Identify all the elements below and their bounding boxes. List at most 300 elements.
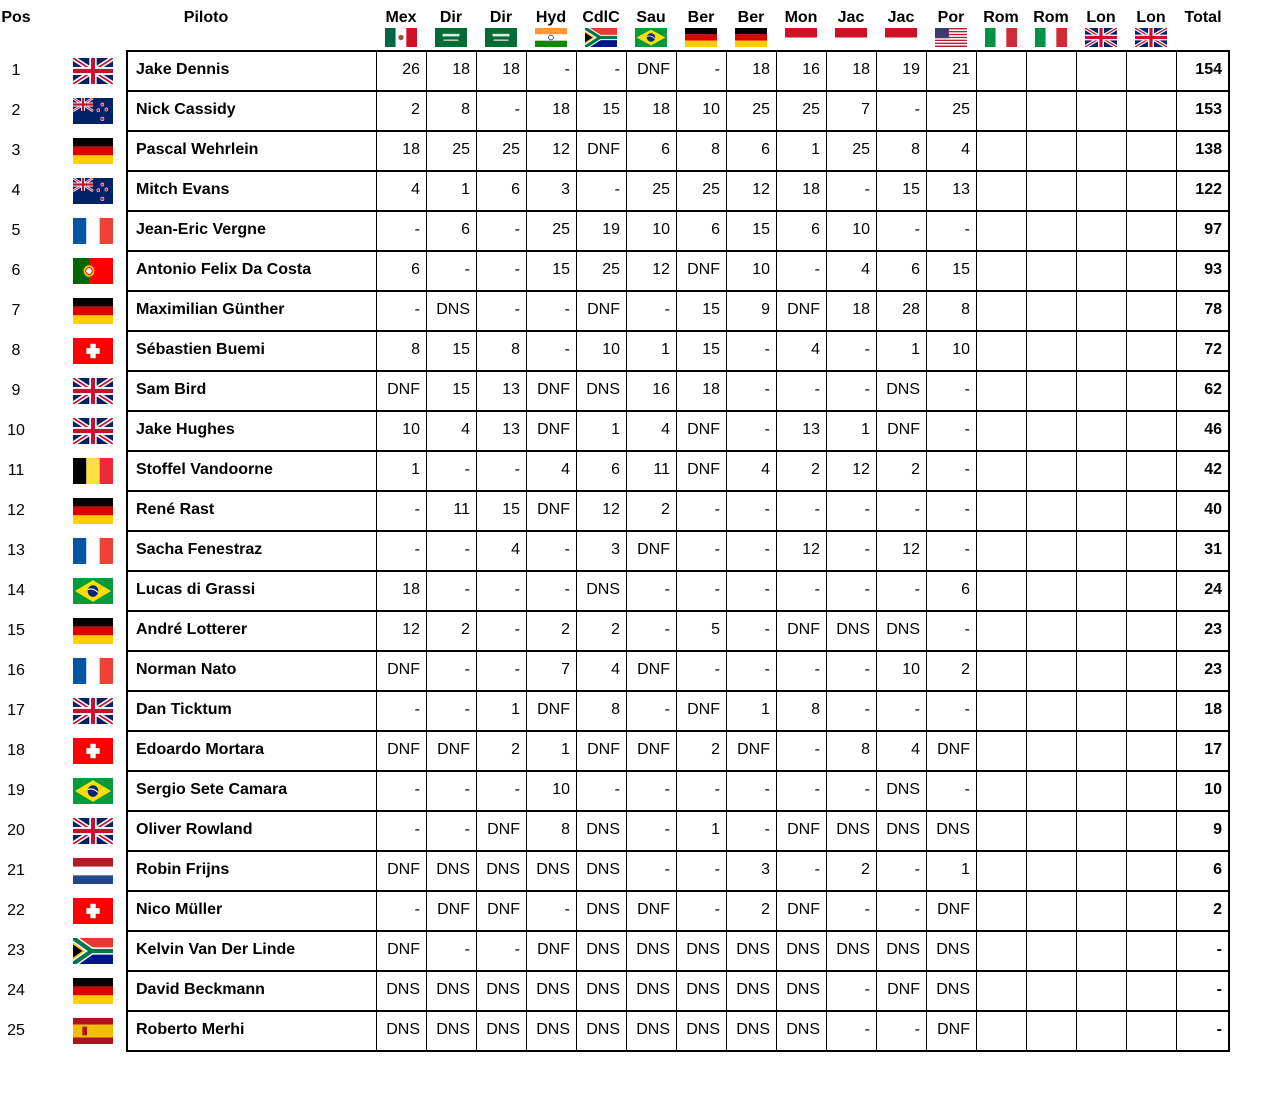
result-cell: 15 <box>752 221 770 238</box>
result-cell: 25 <box>952 101 970 118</box>
result-cell: - <box>764 781 770 798</box>
result-cell: 4 <box>411 181 420 198</box>
result-cell: 15 <box>452 381 470 398</box>
result-cell <box>1026 90 1076 130</box>
result-cell: DNF <box>487 821 520 838</box>
result-cell: 4 <box>761 461 770 478</box>
result-cell: DNF <box>687 261 720 278</box>
result-cell: DNF <box>637 61 670 78</box>
result-cell: 8 <box>861 741 870 758</box>
table-row <box>0 450 1270 490</box>
result-cell: - <box>764 821 770 838</box>
table-row <box>0 50 1270 90</box>
driver-name: André Lotterer <box>136 621 248 638</box>
position-cell: 9 <box>11 382 21 399</box>
result-cell: - <box>514 101 520 118</box>
result-cell <box>976 130 1026 170</box>
result-cell: - <box>764 541 770 558</box>
result-cell <box>1126 130 1176 170</box>
result-cell: - <box>914 221 920 238</box>
result-cell: - <box>714 861 720 878</box>
result-cell <box>1026 490 1076 530</box>
result-cell <box>1126 490 1176 530</box>
result-cell: 2 <box>661 501 670 518</box>
result-cell: 18 <box>502 61 520 78</box>
position-cell: 16 <box>7 662 25 679</box>
result-cell: - <box>864 501 870 518</box>
result-cell <box>976 1010 1026 1050</box>
france-flag-icon <box>72 538 114 564</box>
result-cell <box>1026 210 1076 250</box>
grid-col-line <box>976 50 977 1052</box>
total-cell: - <box>1216 1021 1222 1038</box>
result-cell <box>1026 810 1076 850</box>
result-cell: - <box>414 541 420 558</box>
driver-name: Lucas di Grassi <box>136 581 256 598</box>
result-cell: DNS <box>936 981 970 998</box>
germany-flag-icon <box>685 28 717 47</box>
position-cell: 19 <box>7 782 25 799</box>
result-cell: DNS <box>586 581 620 598</box>
result-cell: - <box>714 781 720 798</box>
result-cell: - <box>864 661 870 678</box>
result-cell <box>1126 770 1176 810</box>
result-cell: 6 <box>661 141 670 158</box>
brazil-flag-icon <box>72 578 114 604</box>
grid-col-line <box>126 50 128 1052</box>
result-cell <box>1126 610 1176 650</box>
result-cell <box>1076 850 1126 890</box>
result-cell: 12 <box>552 141 570 158</box>
result-cell: - <box>864 1021 870 1038</box>
result-cell: DNS <box>536 1021 570 1038</box>
result-cell: - <box>764 621 770 638</box>
header-race-8: Mon <box>784 9 818 26</box>
result-cell: - <box>864 701 870 718</box>
grid-row-line <box>126 290 1230 292</box>
france-flag-icon <box>72 658 114 684</box>
header-race-12: Rom <box>983 9 1019 26</box>
result-cell: - <box>564 341 570 358</box>
header-race-6: Ber <box>687 9 715 26</box>
result-cell: 25 <box>802 101 820 118</box>
result-cell: - <box>414 221 420 238</box>
result-cell: - <box>414 701 420 718</box>
result-cell: DNS <box>736 981 770 998</box>
result-cell: 8 <box>561 821 570 838</box>
result-cell: - <box>464 781 470 798</box>
result-cell: 12 <box>602 501 620 518</box>
result-cell: DNS <box>636 981 670 998</box>
result-cell <box>1126 650 1176 690</box>
position-cell: 14 <box>7 582 25 599</box>
result-cell: 1 <box>861 421 870 438</box>
header-race-9: Jac <box>837 9 865 26</box>
result-cell: 12 <box>752 181 770 198</box>
result-cell: DNF <box>787 821 820 838</box>
grid-row-line <box>126 970 1230 972</box>
grid-row-line <box>126 690 1230 692</box>
result-cell: 25 <box>552 221 570 238</box>
result-cell <box>1026 1010 1076 1050</box>
result-cell <box>1076 650 1126 690</box>
result-cell <box>1126 90 1176 130</box>
result-cell <box>1026 170 1076 210</box>
result-cell <box>1076 1010 1126 1050</box>
result-cell: DNS <box>436 981 470 998</box>
result-cell: DNS <box>886 821 920 838</box>
result-cell <box>1126 250 1176 290</box>
table-row <box>0 810 1270 850</box>
result-cell: 25 <box>452 141 470 158</box>
grid-row-line <box>126 1010 1230 1012</box>
result-cell <box>1076 930 1126 970</box>
result-cell: 6 <box>611 461 620 478</box>
grid-col-line <box>1176 50 1177 1052</box>
driver-name: Norman Nato <box>136 661 237 678</box>
grid-row-line <box>126 730 1230 732</box>
result-cell: DNS <box>786 981 820 998</box>
position-cell: 17 <box>7 702 25 719</box>
result-cell: DNS <box>936 941 970 958</box>
grid-row-line <box>126 610 1230 612</box>
germany-flag-icon <box>72 498 114 524</box>
header-race-15: Lon <box>1136 9 1166 26</box>
result-cell: - <box>814 661 820 678</box>
position-cell: 13 <box>7 542 25 559</box>
result-cell: 10 <box>952 341 970 358</box>
position-cell: 10 <box>7 422 25 439</box>
result-cell: - <box>564 901 570 918</box>
header-race-5: Sau <box>636 9 666 26</box>
result-cell <box>1076 490 1126 530</box>
result-cell <box>1076 370 1126 410</box>
result-cell: DNS <box>936 821 970 838</box>
result-cell: - <box>914 901 920 918</box>
result-cell: - <box>714 541 720 558</box>
result-cell: 1 <box>611 421 620 438</box>
result-cell: - <box>514 621 520 638</box>
monaco-flag-icon <box>785 28 817 47</box>
result-cell: 4 <box>811 341 820 358</box>
position-cell: 11 <box>7 462 25 479</box>
result-cell: 15 <box>902 181 920 198</box>
total-cell: 72 <box>1204 341 1222 358</box>
result-cell <box>1126 330 1176 370</box>
table-row <box>0 930 1270 970</box>
result-cell <box>1026 690 1076 730</box>
result-cell: 15 <box>602 101 620 118</box>
portugal-flag-icon <box>72 258 114 284</box>
result-cell: - <box>864 181 870 198</box>
result-cell: DNF <box>687 421 720 438</box>
result-cell: DNS <box>886 941 920 958</box>
position-cell: 22 <box>7 902 25 919</box>
table-row <box>0 290 1270 330</box>
result-cell <box>976 810 1026 850</box>
result-cell: DNF <box>537 941 570 958</box>
result-cell: DNF <box>937 1021 970 1038</box>
result-cell: - <box>664 861 670 878</box>
result-cell: - <box>914 101 920 118</box>
result-cell <box>1026 610 1076 650</box>
result-cell: - <box>464 541 470 558</box>
grid-row-line <box>126 850 1230 852</box>
result-cell: 2 <box>611 621 620 638</box>
total-cell: 31 <box>1204 541 1222 558</box>
result-cell <box>1026 650 1076 690</box>
result-cell: DNF <box>387 741 420 758</box>
brazil-flag-icon <box>635 28 667 47</box>
header-race-3: Hyd <box>535 9 567 26</box>
result-cell: 8 <box>611 701 620 718</box>
result-cell: 16 <box>652 381 670 398</box>
result-cell: - <box>464 701 470 718</box>
india-flag-icon <box>535 28 567 47</box>
result-cell <box>1126 930 1176 970</box>
table-row <box>0 610 1270 650</box>
result-cell: DNS <box>536 981 570 998</box>
result-cell: 19 <box>602 221 620 238</box>
result-cell: DNS <box>736 941 770 958</box>
header-total: Total <box>1184 9 1222 26</box>
result-cell: 6 <box>961 581 970 598</box>
position-cell: 3 <box>11 142 21 159</box>
result-cell: - <box>964 621 970 638</box>
france-flag-icon <box>72 218 114 244</box>
result-cell: - <box>714 501 720 518</box>
result-cell <box>1126 210 1176 250</box>
driver-name: Jake Dennis <box>136 61 230 78</box>
driver-name: Dan Ticktum <box>136 701 232 718</box>
driver-name: David Beckmann <box>136 981 265 998</box>
total-cell: 9 <box>1213 821 1222 838</box>
result-cell: - <box>914 501 920 518</box>
header-race-7: Ber <box>737 9 765 26</box>
result-cell: DNS <box>586 941 620 958</box>
result-cell: DNS <box>636 1021 670 1038</box>
result-cell: DNS <box>586 1021 620 1038</box>
driver-name: Antonio Felix Da Costa <box>136 261 312 278</box>
grid-col-line <box>1026 50 1027 1052</box>
result-cell: - <box>514 781 520 798</box>
result-cell: DNS <box>486 981 520 998</box>
result-cell: - <box>764 501 770 518</box>
result-cell: - <box>914 1021 920 1038</box>
result-cell: - <box>414 901 420 918</box>
grid-col-line <box>1076 50 1077 1052</box>
result-cell <box>976 490 1026 530</box>
result-cell: 12 <box>852 461 870 478</box>
result-cell: 2 <box>861 861 870 878</box>
total-cell: 153 <box>1195 101 1222 118</box>
result-cell: - <box>514 221 520 238</box>
result-cell: DNF <box>687 701 720 718</box>
total-cell: 154 <box>1195 61 1222 78</box>
result-cell <box>1026 530 1076 570</box>
result-cell <box>1026 970 1076 1010</box>
result-cell: 6 <box>411 261 420 278</box>
result-cell: DNF <box>637 661 670 678</box>
driver-name: René Rast <box>136 501 215 518</box>
result-cell <box>1076 810 1126 850</box>
result-cell: - <box>414 501 420 518</box>
result-cell <box>976 570 1026 610</box>
result-cell: 18 <box>552 101 570 118</box>
result-cell: - <box>764 421 770 438</box>
result-cell: 13 <box>502 421 520 438</box>
result-cell: 25 <box>852 141 870 158</box>
result-cell <box>976 330 1026 370</box>
result-cell <box>1026 450 1076 490</box>
grid-row-line <box>126 130 1230 132</box>
uk-flag-icon <box>72 58 114 84</box>
uk-flag-icon <box>72 698 114 724</box>
new-zealand-flag-icon <box>72 98 114 124</box>
position-cell: 8 <box>11 342 21 359</box>
result-cell: DNS <box>786 1021 820 1038</box>
result-cell <box>1076 250 1126 290</box>
result-cell: 18 <box>852 61 870 78</box>
result-cell: 18 <box>402 581 420 598</box>
result-cell: 18 <box>402 141 420 158</box>
result-cell: 4 <box>511 541 520 558</box>
result-cell <box>976 970 1026 1010</box>
result-cell: - <box>814 501 820 518</box>
result-cell: 3 <box>761 861 770 878</box>
grid-col-line <box>1228 50 1230 1052</box>
result-cell: - <box>964 421 970 438</box>
driver-name: Sacha Fenestraz <box>136 541 263 558</box>
result-cell: 6 <box>761 141 770 158</box>
total-cell: 46 <box>1204 421 1222 438</box>
grid-row-line <box>126 210 1230 212</box>
total-cell: 40 <box>1204 501 1222 518</box>
driver-name: Sam Bird <box>136 381 207 398</box>
grid-col-line <box>626 50 627 1052</box>
result-cell: 1 <box>511 701 520 718</box>
germany-flag-icon <box>72 138 114 164</box>
result-cell <box>1126 810 1176 850</box>
table-row <box>0 170 1270 210</box>
result-cell <box>976 410 1026 450</box>
result-cell: 13 <box>952 181 970 198</box>
result-cell: 2 <box>411 101 420 118</box>
table-row <box>0 90 1270 130</box>
grid-row-line <box>126 530 1230 532</box>
total-cell: 138 <box>1195 141 1222 158</box>
result-cell: - <box>764 381 770 398</box>
uk-flag-icon <box>72 418 114 444</box>
result-cell <box>1076 770 1126 810</box>
driver-name: Nico Müller <box>136 901 223 918</box>
result-cell: 21 <box>952 61 970 78</box>
result-cell: - <box>814 581 820 598</box>
result-cell <box>1126 450 1176 490</box>
result-cell: DNF <box>537 421 570 438</box>
result-cell: - <box>464 461 470 478</box>
result-cell: 15 <box>702 341 720 358</box>
result-cell <box>976 50 1026 90</box>
grid-row-line <box>126 50 1230 52</box>
total-cell: 23 <box>1204 621 1222 638</box>
position-cell: 15 <box>7 622 25 639</box>
result-cell: - <box>864 781 870 798</box>
result-cell: 12 <box>402 621 420 638</box>
driver-name: Stoffel Vandoorne <box>136 461 273 478</box>
usa-flag-icon <box>935 28 967 47</box>
result-cell <box>1126 410 1176 450</box>
result-cell <box>976 850 1026 890</box>
result-cell: - <box>964 461 970 478</box>
result-cell: 4 <box>461 421 470 438</box>
grid-col-line <box>776 50 777 1052</box>
result-cell: - <box>664 701 670 718</box>
result-cell: 13 <box>802 421 820 438</box>
result-cell: - <box>464 581 470 598</box>
total-cell: 24 <box>1204 581 1222 598</box>
grid-col-line <box>576 50 577 1052</box>
result-cell <box>1076 330 1126 370</box>
result-cell: DNS <box>586 381 620 398</box>
result-cell: 4 <box>661 421 670 438</box>
total-cell: 62 <box>1204 381 1222 398</box>
result-cell <box>1026 50 1076 90</box>
result-cell: 6 <box>911 261 920 278</box>
result-cell <box>1126 370 1176 410</box>
result-cell: 8 <box>411 341 420 358</box>
result-cell: 9 <box>761 301 770 318</box>
result-cell: DNS <box>836 821 870 838</box>
result-cell: 15 <box>952 261 970 278</box>
result-cell: - <box>464 941 470 958</box>
result-cell: DNS <box>836 621 870 638</box>
grid-row-line <box>126 250 1230 252</box>
table-row <box>0 530 1270 570</box>
position-cell: 24 <box>7 982 25 999</box>
result-cell <box>1076 210 1126 250</box>
result-cell: DNF <box>787 621 820 638</box>
saudi-arabia-flag-icon <box>485 28 517 47</box>
result-cell: 18 <box>802 181 820 198</box>
result-cell <box>976 770 1026 810</box>
result-cell: 19 <box>902 61 920 78</box>
result-cell <box>1076 50 1126 90</box>
result-cell: - <box>414 821 420 838</box>
result-cell: DNF <box>887 421 920 438</box>
table-row <box>0 210 1270 250</box>
total-cell: 17 <box>1204 741 1222 758</box>
table-row <box>0 730 1270 770</box>
header-race-14: Lon <box>1086 9 1116 26</box>
table-row <box>0 250 1270 290</box>
result-cell: DNF <box>437 901 470 918</box>
saudi-arabia-flag-icon <box>435 28 467 47</box>
italy-flag-icon <box>985 28 1017 47</box>
result-cell: - <box>514 261 520 278</box>
grid-row-line <box>126 570 1230 572</box>
result-cell: DNF <box>687 461 720 478</box>
driver-name: Edoardo Mortara <box>136 741 265 758</box>
grid-row-line <box>126 890 1230 892</box>
total-cell: - <box>1216 981 1222 998</box>
grid-row-line <box>126 370 1230 372</box>
result-cell <box>976 610 1026 650</box>
result-cell: 11 <box>653 461 670 478</box>
result-cell: DNS <box>686 1021 720 1038</box>
result-cell: DNF <box>387 941 420 958</box>
driver-name: Maximilian Günther <box>136 301 285 318</box>
